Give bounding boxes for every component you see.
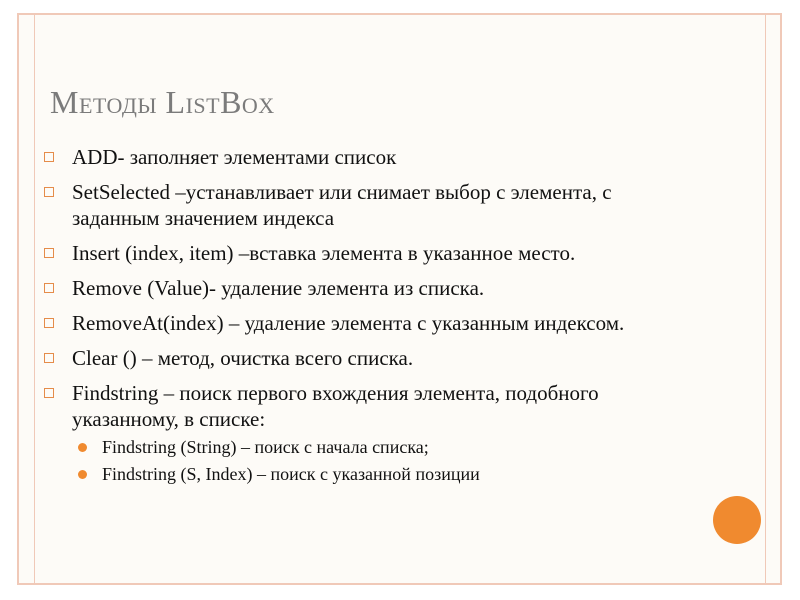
- hollow-square-icon: [44, 248, 54, 258]
- hollow-square-icon: [44, 388, 54, 398]
- slide-title: Методы ListBox: [50, 84, 275, 120]
- frame-inner-line-right: [765, 13, 766, 585]
- bullet-text: SetSelected –устанавливает или снимает выбор с элемента, с заданным значением индекса: [72, 180, 612, 230]
- bullet-text: ADD- заполняет элементами список: [72, 145, 397, 169]
- sub-bullet-item: [72, 463, 684, 485]
- bullet-list: [44, 144, 684, 494]
- bullet-text: Insert (index, item) –вставка элемента в указанное место.: [72, 241, 576, 265]
- frame-inner-line-left: [34, 13, 35, 585]
- hollow-square-icon: [44, 152, 54, 162]
- sub-bullet-item: [72, 436, 684, 458]
- bullet-text: RemoveAt(index) – удаление элемента с указанным индексом.: [72, 311, 625, 335]
- bullet-item: [44, 240, 684, 266]
- bullet-item: [44, 179, 684, 231]
- filled-circle-icon: [78, 443, 87, 452]
- bullet-text: Findstring – поиск первого вхождения элемента, подобного указанному, в списке:: [72, 381, 599, 431]
- sub-bullet-list: [72, 436, 684, 485]
- bullet-item: [44, 275, 684, 301]
- hollow-square-icon: [44, 353, 54, 363]
- bullet-text: Clear () – метод, очистка всего списка.: [72, 346, 414, 370]
- hollow-square-icon: [44, 318, 54, 328]
- filled-circle-icon: [78, 470, 87, 479]
- bullet-item: [44, 380, 684, 485]
- bullet-item: [44, 144, 684, 170]
- sub-bullet-text: Findstring (S, Index) – поиск с указанной позиции: [102, 464, 480, 484]
- hollow-square-icon: [44, 187, 54, 197]
- bullet-item: [44, 345, 684, 371]
- sub-bullet-text: Findstring (String) – поиск с начала списка;: [102, 437, 429, 457]
- hollow-square-icon: [44, 283, 54, 293]
- bullet-text: Remove (Value)- удаление элемента из списка.: [72, 276, 485, 300]
- bullet-item: [44, 310, 684, 336]
- orange-circle-decoration: [713, 496, 761, 544]
